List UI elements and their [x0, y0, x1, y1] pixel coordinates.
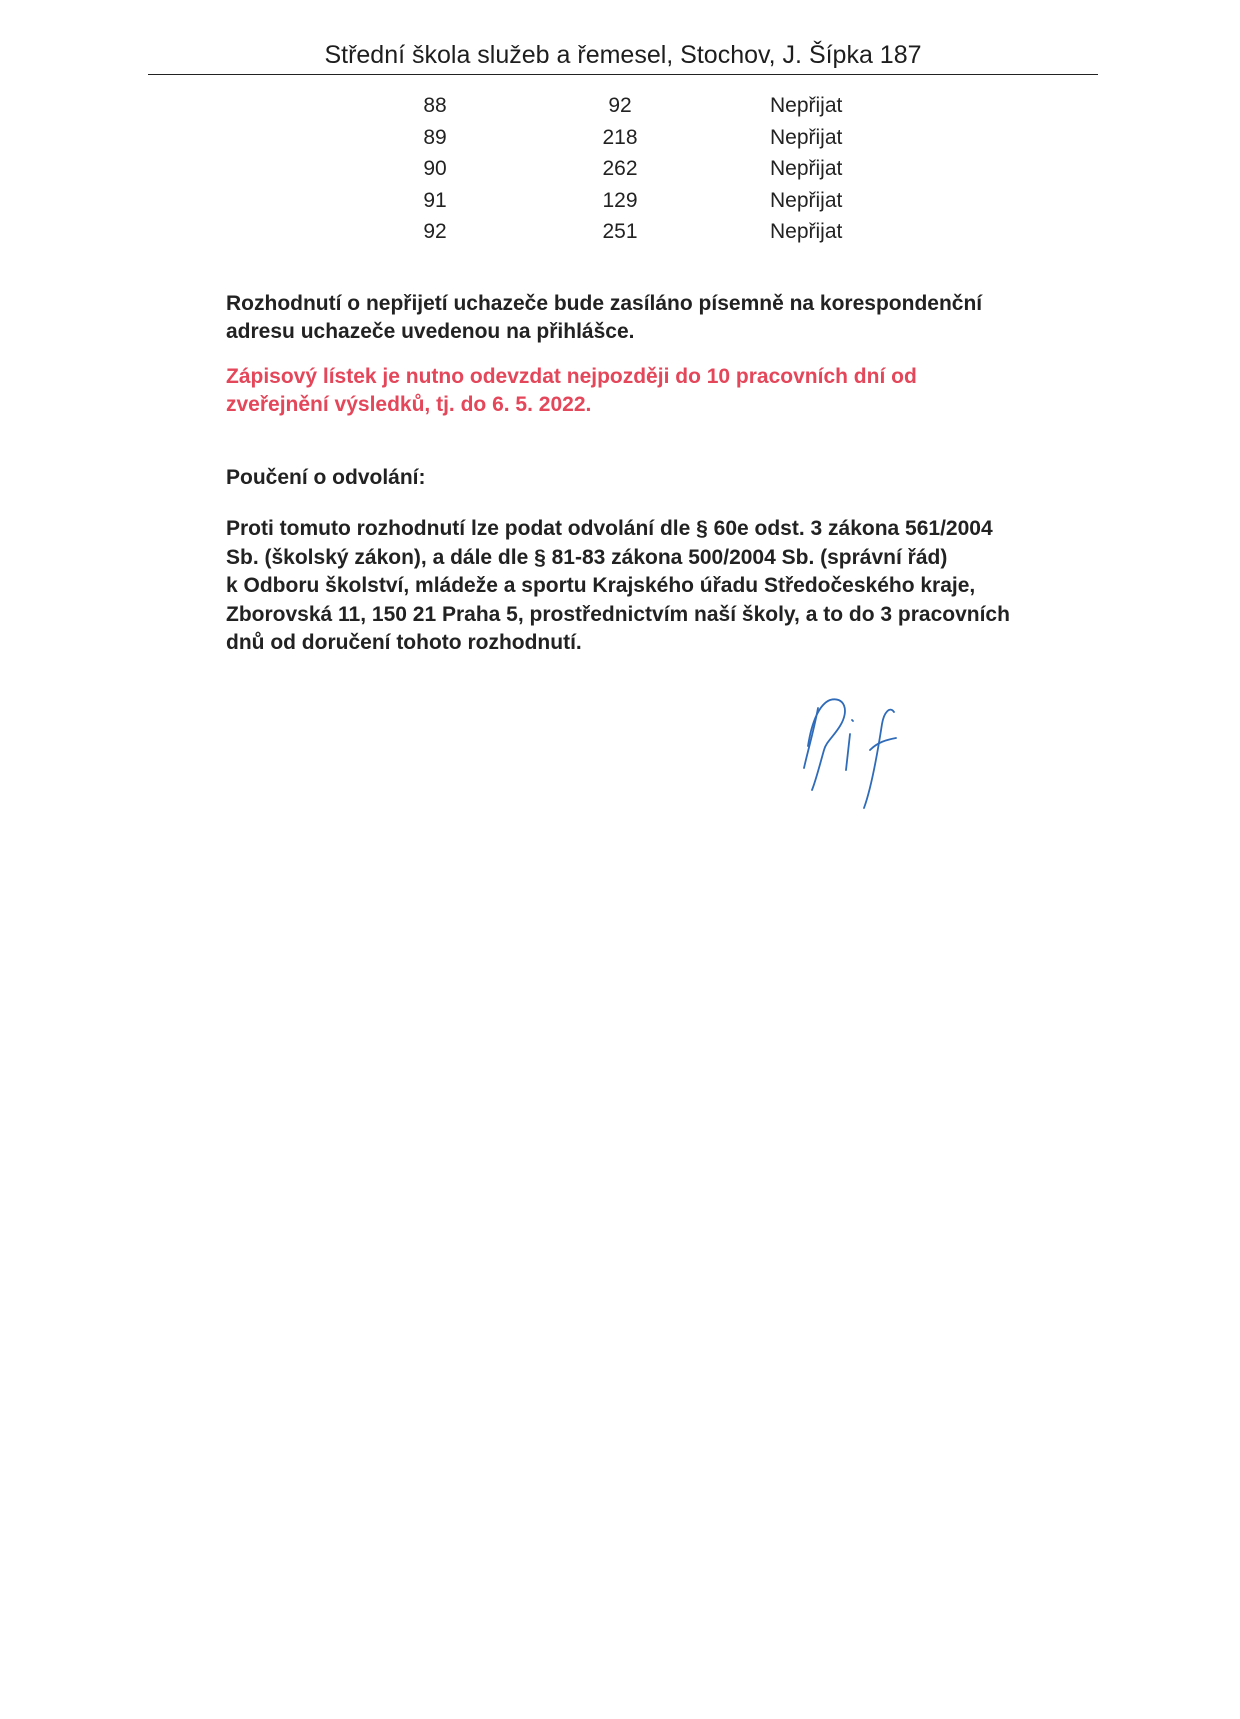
- order-cell: 90: [423, 157, 447, 180]
- deadline-notice-line: Zápisový lístek je nutno odevzdat nejpozději do 10 pracovních dní od: [226, 365, 917, 388]
- results-table: [400, 90, 880, 248]
- deadline-notice-line: zveřejnění výsledků, tj. do 6. 5. 2022.: [226, 393, 592, 416]
- decision-notice-line: Rozhodnutí o nepřijetí uchazeče bude zasíláno písemně na korespondenční: [226, 292, 983, 315]
- result-cell: Nepřijat: [770, 157, 843, 180]
- code-cell: 129: [602, 188, 638, 212]
- code-cell: 218: [602, 125, 638, 149]
- table-row: [400, 90, 880, 122]
- appeal-text-line: Proti tomuto rozhodnutí lze podat odvolání dle § 60e odst. 3 zákona 561/2004: [226, 517, 993, 540]
- appeal-text-line: dnů od doručení tohoto rozhodnutí.: [226, 631, 582, 654]
- result-cell: Nepřijat: [770, 220, 843, 243]
- order-cell: 88: [423, 94, 447, 117]
- appeal-text-line: Sb. (školský zákon), a dále dle § 81-83 zákona 500/2004 Sb. (správní řád): [226, 545, 948, 569]
- code-cell: 251: [602, 220, 638, 243]
- table-row: [400, 153, 880, 185]
- order-cell: 89: [423, 125, 447, 149]
- code-cell: 262: [602, 157, 638, 180]
- result-cell: Nepřijat: [770, 125, 843, 149]
- appeal-text-line: k Odboru školství, mládeže a sportu Krajského úřadu Středočeského kraje,: [226, 574, 976, 597]
- appeal-text: [226, 515, 1106, 658]
- result-cell: Nepřijat: [770, 94, 843, 117]
- result-cell: Nepřijat: [770, 188, 843, 212]
- decision-notice-line: adresu uchazeče uvedenou na přihlášce.: [226, 320, 635, 343]
- order-cell: 92: [423, 220, 447, 243]
- table-row: [400, 185, 880, 217]
- table-row: [400, 216, 880, 248]
- appeal-text-line: Zborovská 11, 150 21 Praha 5, prostřednictvím naší školy, a to do 3 pracovních: [226, 602, 1010, 626]
- decision-notice: [226, 290, 1106, 346]
- signature-icon: [800, 690, 910, 810]
- code-cell: 92: [608, 94, 632, 117]
- school-name: Střední škola služeb a řemesel, Stochov, J. Šípka 187: [324, 41, 922, 69]
- deadline-notice: [226, 363, 1106, 419]
- table-row: [400, 122, 880, 154]
- order-cell: 91: [423, 188, 447, 212]
- appeal-heading: Poučení o odvolání:: [226, 466, 426, 489]
- page-header: [148, 40, 1098, 75]
